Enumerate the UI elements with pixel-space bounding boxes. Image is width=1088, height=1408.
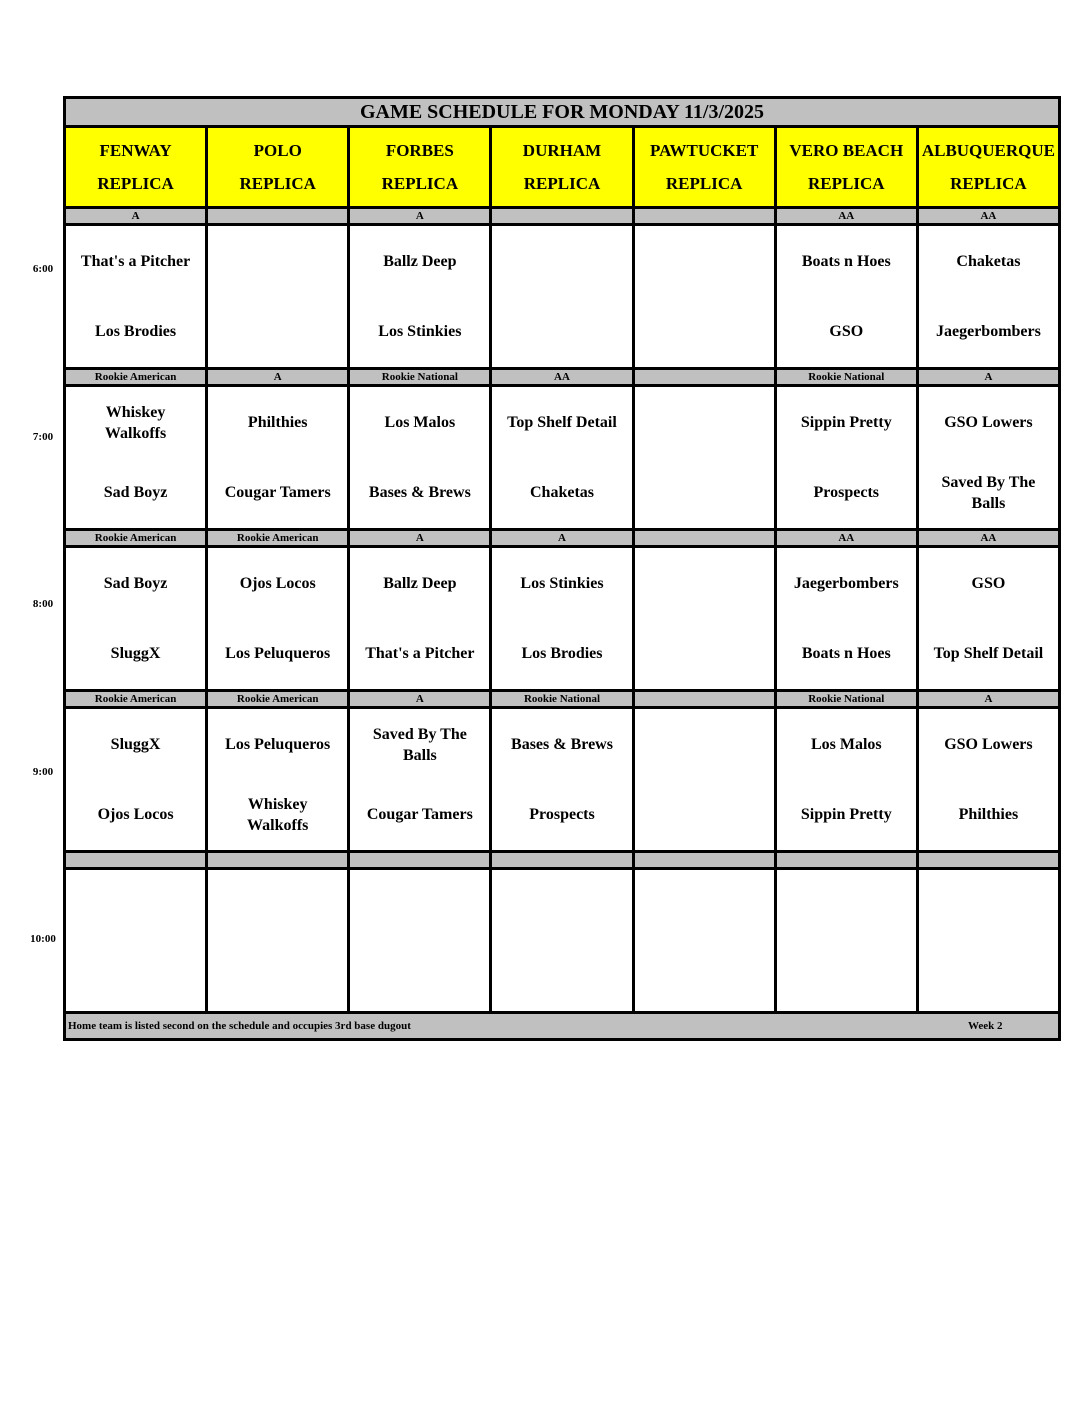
away-team: Whiskey Walkoffs: [104, 403, 167, 442]
venue-name: VERO BEACH: [789, 141, 904, 160]
home-team: [350, 941, 489, 1011]
game-cell: [65, 547, 207, 691]
home-team: [208, 297, 347, 367]
footer: [65, 1013, 1060, 1040]
game-cell: [65, 869, 207, 1013]
home-team: Los Stinkies: [378, 323, 462, 340]
game-cell: [775, 386, 917, 530]
away-team: [635, 871, 774, 941]
venue-name: ALBUQUERQUE: [921, 141, 1056, 160]
away-team: [635, 227, 774, 297]
home-team: [66, 941, 205, 1011]
home-team: That's a Pitcher: [365, 645, 475, 662]
division-label: [491, 208, 633, 225]
game-cell: [491, 386, 633, 530]
game-cell: [349, 386, 491, 530]
away-team: [208, 871, 347, 941]
game-cell: [65, 225, 207, 369]
venue-header: [491, 127, 633, 208]
time-label: 7:00: [32, 431, 54, 443]
venue-subtitle: REPLICA: [950, 174, 1027, 193]
home-team: [777, 941, 916, 1011]
home-team: Philthies: [958, 806, 1019, 823]
venue-name: DURHAM: [522, 141, 602, 160]
home-team: Sad Boyz: [103, 484, 168, 501]
division-label: [633, 208, 775, 225]
time-label: 10:00: [30, 933, 56, 945]
game-cell: [491, 547, 633, 691]
game-cell: [775, 869, 917, 1013]
division-label: [491, 852, 633, 869]
game-cell: [633, 386, 775, 530]
venue-name: FORBES: [385, 141, 454, 160]
division-label: A: [207, 369, 349, 386]
away-team: Los Peluqueros: [225, 736, 331, 753]
away-team: Sad Boyz: [103, 575, 168, 592]
home-team: Saved By The Balls: [941, 473, 1036, 512]
home-team: [492, 297, 631, 367]
game-cell: [917, 708, 1059, 852]
home-team: Los Brodies: [95, 323, 177, 340]
away-team: Top Shelf Detail: [507, 414, 617, 431]
division-label: Rookie American: [65, 530, 207, 547]
division-label: [207, 852, 349, 869]
home-team: [635, 297, 774, 367]
game-cell: [491, 225, 633, 369]
home-team: [919, 941, 1058, 1011]
away-team: [492, 227, 631, 297]
game-cell: [633, 869, 775, 1013]
home-team: Top Shelf Detail: [933, 645, 1044, 662]
schedule-table: [63, 96, 1061, 1041]
venue-header: [775, 127, 917, 208]
away-team: [66, 871, 205, 941]
game-cell: [491, 869, 633, 1013]
away-team: Chaketas: [956, 253, 1021, 270]
away-team: GSO Lowers: [944, 736, 1033, 753]
venue-name: POLO: [253, 141, 302, 160]
venue-subtitle: REPLICA: [239, 174, 316, 193]
venue-header: [349, 127, 491, 208]
division-label: A: [349, 208, 491, 225]
away-team: Los Malos: [810, 736, 882, 753]
division-label: [207, 208, 349, 225]
game-cell: [917, 386, 1059, 530]
division-label: Rookie American: [207, 691, 349, 708]
away-team: [919, 871, 1058, 941]
game-cell: [917, 225, 1059, 369]
division-label: [917, 852, 1059, 869]
division-label: [349, 852, 491, 869]
game-cell: [491, 708, 633, 852]
division-label: Rookie National: [491, 691, 633, 708]
game-cell: [775, 547, 917, 691]
away-team: Bases & Brews: [511, 736, 613, 753]
game-cell: [349, 708, 491, 852]
home-team: Cougar Tamers: [224, 484, 331, 501]
venue-name: FENWAY: [99, 141, 172, 160]
away-team: [635, 710, 774, 780]
home-team: Prospects: [529, 806, 595, 823]
division-label: A: [491, 530, 633, 547]
away-team: [635, 388, 774, 458]
game-cell: [775, 225, 917, 369]
away-team: SluggX: [110, 736, 161, 753]
venue-subtitle: REPLICA: [665, 174, 743, 193]
division-label: AA: [917, 208, 1059, 225]
division-label: Rookie American: [65, 369, 207, 386]
division-label: Rookie National: [349, 369, 491, 386]
home-team: Cougar Tamers: [366, 806, 473, 823]
division-label: [633, 530, 775, 547]
venue-header: [207, 127, 349, 208]
home-team: Bases & Brews: [368, 484, 471, 501]
game-cell: [633, 225, 775, 369]
away-team: [208, 227, 347, 297]
time-label: 6:00: [32, 263, 54, 275]
game-cell: [207, 225, 349, 369]
game-cell: [917, 869, 1059, 1013]
game-cell: [65, 708, 207, 852]
venue-subtitle: REPLICA: [381, 174, 459, 193]
home-team: Los Brodies: [521, 645, 603, 662]
venue-header: [917, 127, 1059, 208]
division-label: Rookie National: [775, 369, 917, 386]
division-label: A: [917, 691, 1059, 708]
division-label: AA: [917, 530, 1059, 547]
away-team: [492, 871, 631, 941]
division-label: [633, 852, 775, 869]
division-label: [633, 691, 775, 708]
away-team: Ballz Deep: [383, 253, 457, 270]
venue-subtitle: REPLICA: [97, 174, 174, 193]
game-cell: [207, 547, 349, 691]
away-team: Ballz Deep: [383, 575, 457, 592]
away-team: Philthies: [247, 414, 308, 431]
division-label: AA: [775, 208, 917, 225]
game-cell: [633, 547, 775, 691]
division-label: Rookie National: [775, 691, 917, 708]
away-team: Jaegerbombers: [793, 575, 899, 592]
away-team: GSO Lowers: [944, 414, 1033, 431]
home-team: Prospects: [813, 484, 879, 501]
away-team: [635, 549, 774, 619]
venue-name: PAWTUCKET: [649, 141, 759, 160]
game-cell: [349, 225, 491, 369]
home-team: [208, 941, 347, 1011]
division-label: AA: [491, 369, 633, 386]
away-team: [350, 871, 489, 941]
division-label: [775, 852, 917, 869]
away-team: GSO: [971, 575, 1006, 592]
home-team: Whiskey Walkoffs: [247, 795, 309, 834]
home-team: [492, 941, 631, 1011]
home-team: Sippin Pretty: [800, 806, 892, 823]
division-label: A: [65, 208, 207, 225]
division-label: [65, 852, 207, 869]
division-label: Rookie American: [207, 530, 349, 547]
time-label: 8:00: [32, 598, 54, 610]
game-cell: [207, 708, 349, 852]
home-team: GSO: [829, 323, 864, 340]
venue-header: [633, 127, 775, 208]
week-label: Week 2: [968, 1020, 1003, 1032]
home-team: Ojos Locos: [97, 806, 174, 823]
division-label: A: [349, 691, 491, 708]
home-team: [635, 458, 774, 528]
home-team: [635, 941, 774, 1011]
away-team: Sippin Pretty: [800, 414, 892, 431]
away-team: Los Malos: [384, 414, 456, 431]
home-team: Boats n Hoes: [801, 645, 891, 662]
game-cell: [917, 547, 1059, 691]
away-team: [777, 871, 916, 941]
game-cell: [349, 547, 491, 691]
game-cell: [207, 386, 349, 530]
away-team: Los Stinkies: [520, 575, 604, 592]
footer-note: Home team is listed second on the schedule and occupies 3rd base dugout: [68, 1020, 411, 1032]
division-label: AA: [775, 530, 917, 547]
home-team: [635, 780, 774, 850]
division-label: Rookie American: [65, 691, 207, 708]
home-team: [635, 619, 774, 689]
away-team: Saved By The Balls: [372, 725, 467, 764]
page-title: GAME SCHEDULE FOR MONDAY 11/3/2025: [65, 98, 1060, 127]
game-cell: [633, 708, 775, 852]
division-label: A: [349, 530, 491, 547]
venue-subtitle: REPLICA: [523, 174, 601, 193]
home-team: Los Peluqueros: [225, 645, 331, 662]
home-team: SluggX: [110, 645, 161, 662]
game-cell: [775, 708, 917, 852]
venue-subtitle: REPLICA: [808, 174, 885, 193]
venue-header: [65, 127, 207, 208]
game-cell: [65, 386, 207, 530]
time-label: 9:00: [32, 766, 54, 778]
division-label: A: [917, 369, 1059, 386]
away-team: Ojos Locos: [239, 575, 316, 592]
game-cell: [349, 869, 491, 1013]
division-label: [633, 369, 775, 386]
game-cell: [207, 869, 349, 1013]
away-team: Boats n Hoes: [801, 253, 891, 270]
away-team: That's a Pitcher: [80, 253, 191, 270]
home-team: Chaketas: [529, 484, 594, 501]
home-team: Jaegerbombers: [935, 323, 1041, 340]
